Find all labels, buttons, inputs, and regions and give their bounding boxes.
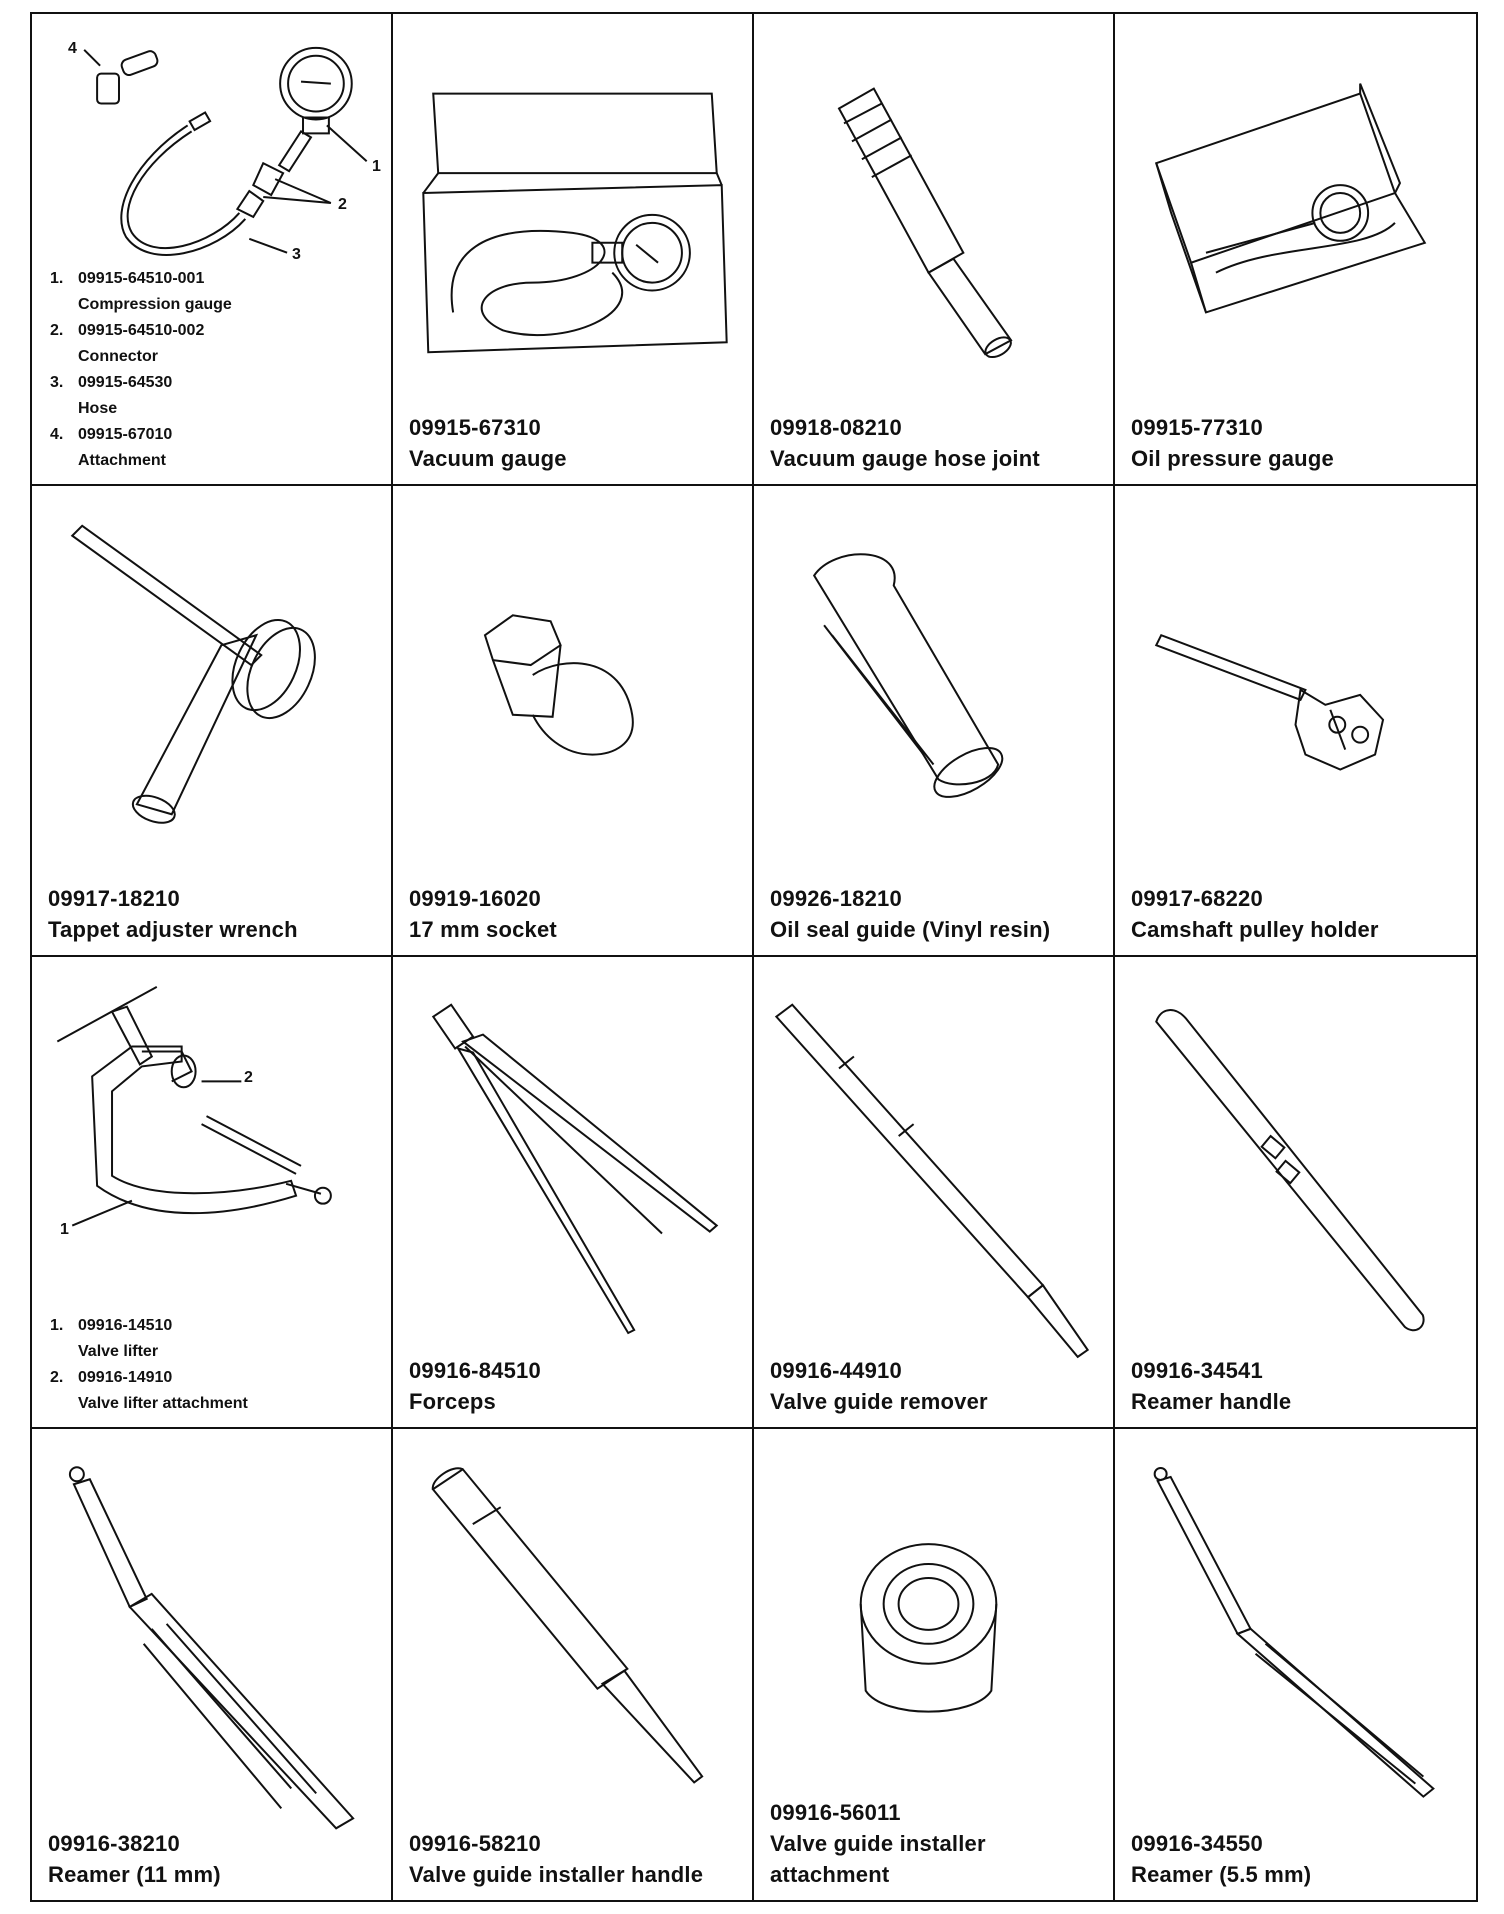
tool-cell-reamer-11mm (32, 1429, 393, 1901)
tool-name: Reamer handle (1131, 1388, 1292, 1414)
tool-caption (409, 883, 557, 945)
tool-cell-valve-guide-installer-handle (393, 1429, 754, 1901)
tool-caption (770, 1355, 988, 1417)
tool-name: 17 mm socket (409, 917, 557, 942)
tool-caption (770, 412, 1040, 474)
tool-cell-reamer-5-5mm (1115, 1429, 1476, 1901)
part-name: Valve lifter attachment (78, 1394, 248, 1412)
tool-name-line2: attachment (770, 1862, 890, 1887)
tool-cell-oil-pressure-gauge (1115, 14, 1476, 486)
tool-cell-valve-guide-installer-attachment (754, 1429, 1115, 1901)
part-number: 4. (50, 425, 64, 443)
part-name: Valve lifter (78, 1342, 159, 1360)
part-code: 09915-67010 (78, 425, 173, 443)
tool-name: Oil seal guide (Vinyl resin) (770, 917, 1051, 942)
tool-name: Forceps (409, 1388, 496, 1414)
part-row (50, 370, 232, 422)
part-number: 1. (50, 1316, 64, 1334)
tool-caption (1131, 883, 1379, 945)
tool-code: 09916-56011 (770, 1800, 901, 1825)
part-row (50, 422, 232, 474)
part-row (50, 266, 232, 318)
part-name: Connector (78, 347, 158, 365)
tool-caption (409, 1828, 703, 1890)
tool-name: Oil pressure gauge (1131, 445, 1334, 471)
tool-code: 09917-68220 (1131, 886, 1263, 911)
tool-cell-vacuum-gauge (393, 14, 754, 486)
tool-code: 09915-77310 (1131, 414, 1263, 440)
special-tools-table (30, 12, 1478, 1902)
tool-name: Vacuum gauge (409, 445, 567, 471)
part-code: 09916-14910 (78, 1368, 173, 1386)
tool-name: Reamer (5.5 mm) (1131, 1862, 1312, 1887)
callout-1: 1 (60, 1221, 69, 1238)
part-row (50, 318, 232, 370)
tool-caption (48, 1828, 221, 1890)
tool-code: 09918-08210 (770, 414, 902, 440)
part-row (50, 1365, 248, 1417)
tool-caption (1131, 412, 1334, 474)
part-number: 1. (50, 269, 64, 287)
callout-1: 1 (372, 158, 381, 175)
tool-code: 09915-67310 (409, 414, 541, 440)
tool-caption (770, 883, 1050, 945)
tool-code: 09916-58210 (409, 1831, 541, 1856)
tool-code: 09916-44910 (770, 1357, 902, 1383)
tool-cell-17mm-socket (393, 486, 754, 958)
part-name: Hose (78, 399, 118, 417)
tool-caption (1131, 1828, 1311, 1890)
parts-list (50, 266, 232, 474)
part-number: 2. (50, 321, 64, 339)
callout-2: 2 (244, 1069, 253, 1086)
tool-cell-camshaft-pulley-holder (1115, 486, 1476, 958)
tool-code: 09919-16020 (409, 886, 541, 911)
tool-cell-compression-gauge-set (32, 14, 393, 486)
part-name: Compression gauge (78, 295, 232, 313)
callout-2: 2 (338, 196, 347, 213)
tool-name: Camshaft pulley holder (1131, 917, 1379, 942)
tool-cell-valve-guide-remover (754, 957, 1115, 1429)
tool-code: 09917-18210 (48, 886, 180, 911)
tool-name: Valve guide installer handle (409, 1862, 704, 1887)
tool-code: 09916-34541 (1131, 1357, 1263, 1383)
callout-3: 3 (292, 246, 301, 263)
part-number: 2. (50, 1368, 64, 1386)
part-number: 3. (50, 373, 64, 391)
part-name: Attachment (78, 451, 167, 469)
tool-caption (770, 1797, 986, 1890)
tool-code: 09916-84510 (409, 1357, 541, 1383)
tool-name-line1: Valve guide installer (770, 1831, 986, 1856)
tool-cell-valve-lifter-set (32, 957, 393, 1429)
tool-cell-tappet-adjuster-wrench (32, 486, 393, 958)
part-code: 09916-14510 (78, 1316, 173, 1334)
part-code: 09915-64530 (78, 373, 173, 391)
tool-name: Vacuum gauge hose joint (770, 445, 1040, 471)
parts-list (50, 1313, 248, 1417)
tool-caption (409, 412, 567, 474)
part-row (50, 1313, 248, 1365)
tool-cell-oil-seal-guide (754, 486, 1115, 958)
tool-code: 09926-18210 (770, 886, 902, 911)
callout-4: 4 (68, 40, 77, 57)
tool-caption (1131, 1355, 1291, 1417)
part-code: 09915-64510-001 (78, 269, 205, 287)
tool-caption (409, 1355, 541, 1417)
tool-cell-vacuum-gauge-hose-joint (754, 14, 1115, 486)
tool-cell-forceps (393, 957, 754, 1429)
tool-code: 09916-34550 (1131, 1831, 1263, 1856)
tool-name: Tappet adjuster wrench (48, 917, 298, 942)
part-code: 09915-64510-002 (78, 321, 205, 339)
tool-caption (48, 883, 298, 945)
tool-cell-reamer-handle (1115, 957, 1476, 1429)
tool-name: Reamer (11 mm) (48, 1862, 221, 1887)
tool-name: Valve guide remover (770, 1388, 988, 1414)
tool-code: 09916-38210 (48, 1831, 180, 1856)
